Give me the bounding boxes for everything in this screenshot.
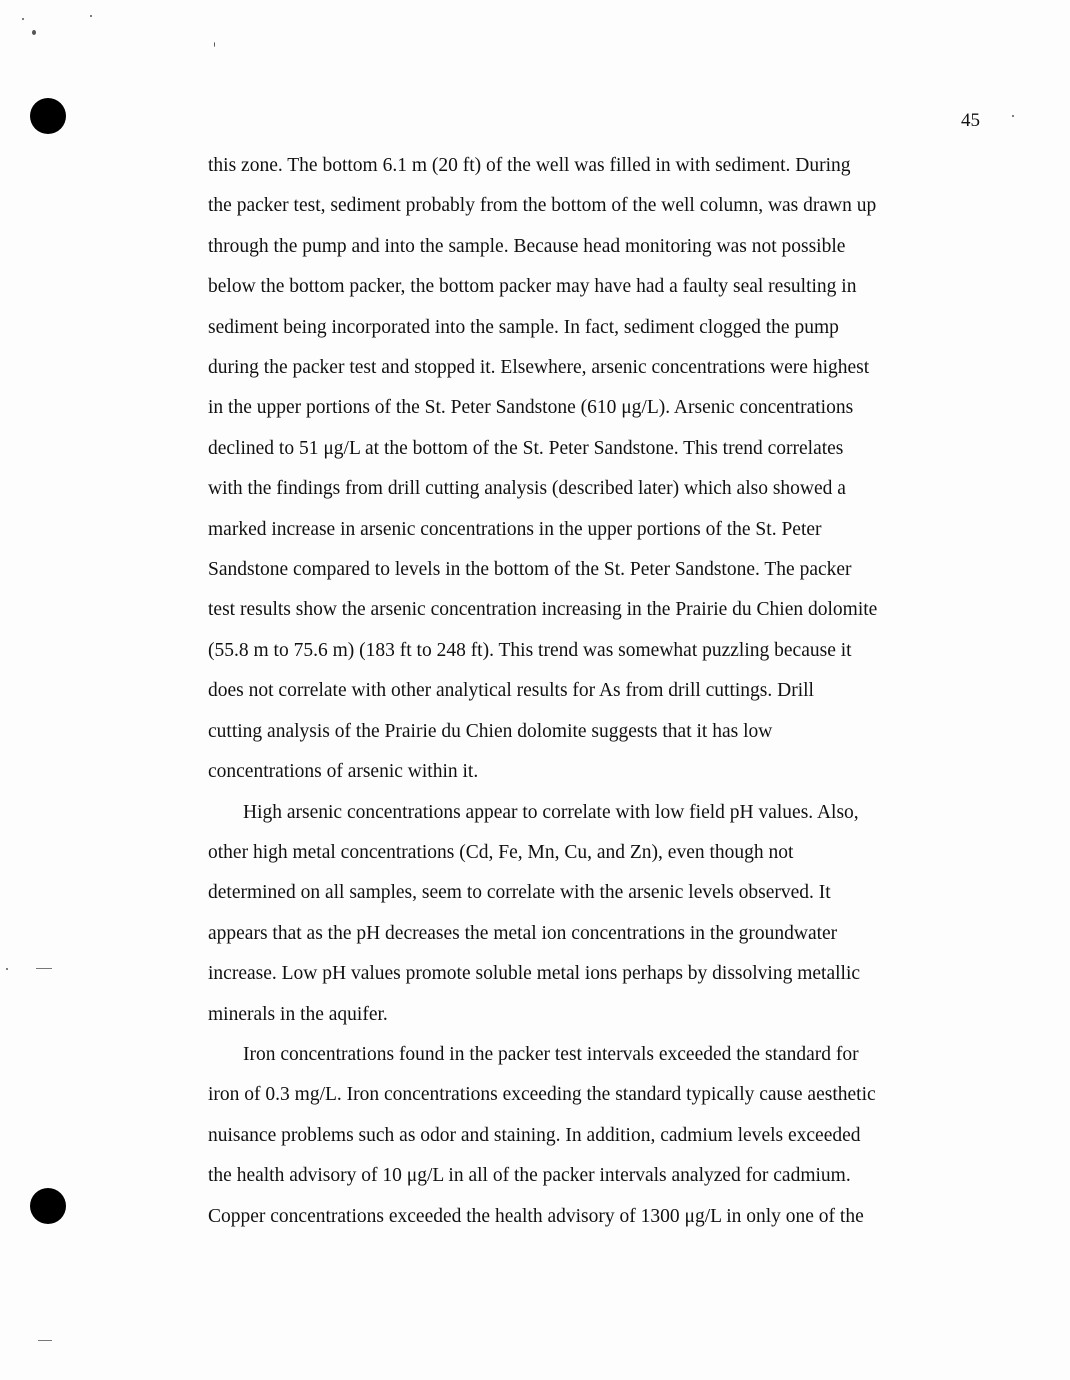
text-line: cutting analysis of the Prairie du Chien dolomite suggests that it has low [208,720,773,742]
text-line: the health advisory of 10 μg/L in all of the packer intervals analyzed for cadmium. [208,1165,851,1187]
text-line: below the bottom packer, the bottom packer may have had a faulty seal resulting in [208,276,857,298]
scan-speck [214,42,215,47]
text-line: determined on all samples, seem to correlate with the arsenic levels observed. It [208,882,831,904]
page-number: 45 [961,110,980,131]
text-line: through the pump and into the sample. Because head monitoring was not possible [208,235,846,257]
text-line: Iron concentrations found in the packer test intervals exceeded the standard for [243,1043,859,1065]
text-line: with the findings from drill cutting analysis (described later) which also showed a [208,478,846,500]
text-line: iron of 0.3 mg/L. Iron concentrations exceeding the standard typically cause aesthetic [208,1084,876,1106]
scan-mark [38,1340,52,1341]
text-line: in the upper portions of the St. Peter Sandstone (610 μg/L). Arsenic concentrations [208,397,854,419]
body-text [208,146,978,1237]
scan-speck [6,968,8,970]
text-line: this zone. The bottom 6.1 m (20 ft) of the well was filled in with sediment. During [208,155,851,176]
text-line: Copper concentrations exceeded the health advisory of 1300 μg/L in only one of the [208,1205,864,1227]
text-line: Sandstone compared to levels in the bottom of the St. Peter Sandstone. The packer [208,559,852,581]
scan-speck [22,18,24,20]
text-line: the packer test, sediment probably from the bottom of the well column, was drawn up [208,195,877,217]
text-line: marked increase in arsenic concentrations in the upper portions of the St. Peter [208,518,822,540]
binder-hole-bottom [30,1188,66,1224]
paragraph [208,146,978,793]
text-line: increase. Low pH values promote soluble metal ions perhaps by dissolving metallic [208,963,861,985]
scan-speck [32,30,36,35]
scan-speck [90,15,92,17]
binder-hole-top [30,98,66,134]
text-line: declined to 51 μg/L at the bottom of the St. Peter Sandstone. This trend correlates [208,437,844,459]
text-line: during the packer test and stopped it. Elsewhere, arsenic concentrations were highest [208,357,870,379]
text-line: concentrations of arsenic within it. [208,761,479,783]
text-line: (55.8 m to 75.6 m) (183 ft to 248 ft). This trend was somewhat puzzling because it [208,639,852,661]
text-line: other high metal concentrations (Cd, Fe, Mn, Cu, and Zn), even though not [208,841,794,863]
text-line: test results show the arsenic concentration increasing in the Prairie du Chien dolomite [208,599,878,621]
text-line: appears that as the pH decreases the metal ion concentrations in the groundwater [208,922,838,944]
text-line: minerals in the aquifer. [208,1003,388,1025]
scan-speck [1012,115,1014,117]
paragraph [208,793,978,1035]
text-line: nuisance problems such as odor and staining. In addition, cadmium levels exceeded [208,1124,861,1146]
text-line: High arsenic concentrations appear to correlate with low field pH values. Also, [243,801,859,823]
text-line: sediment being incorporated into the sample. In fact, sediment clogged the pump [208,316,839,338]
scan-mark [36,968,52,969]
text-line: does not correlate with other analytical results for As from drill cuttings. Drill [208,680,814,702]
paragraph [208,1035,978,1237]
